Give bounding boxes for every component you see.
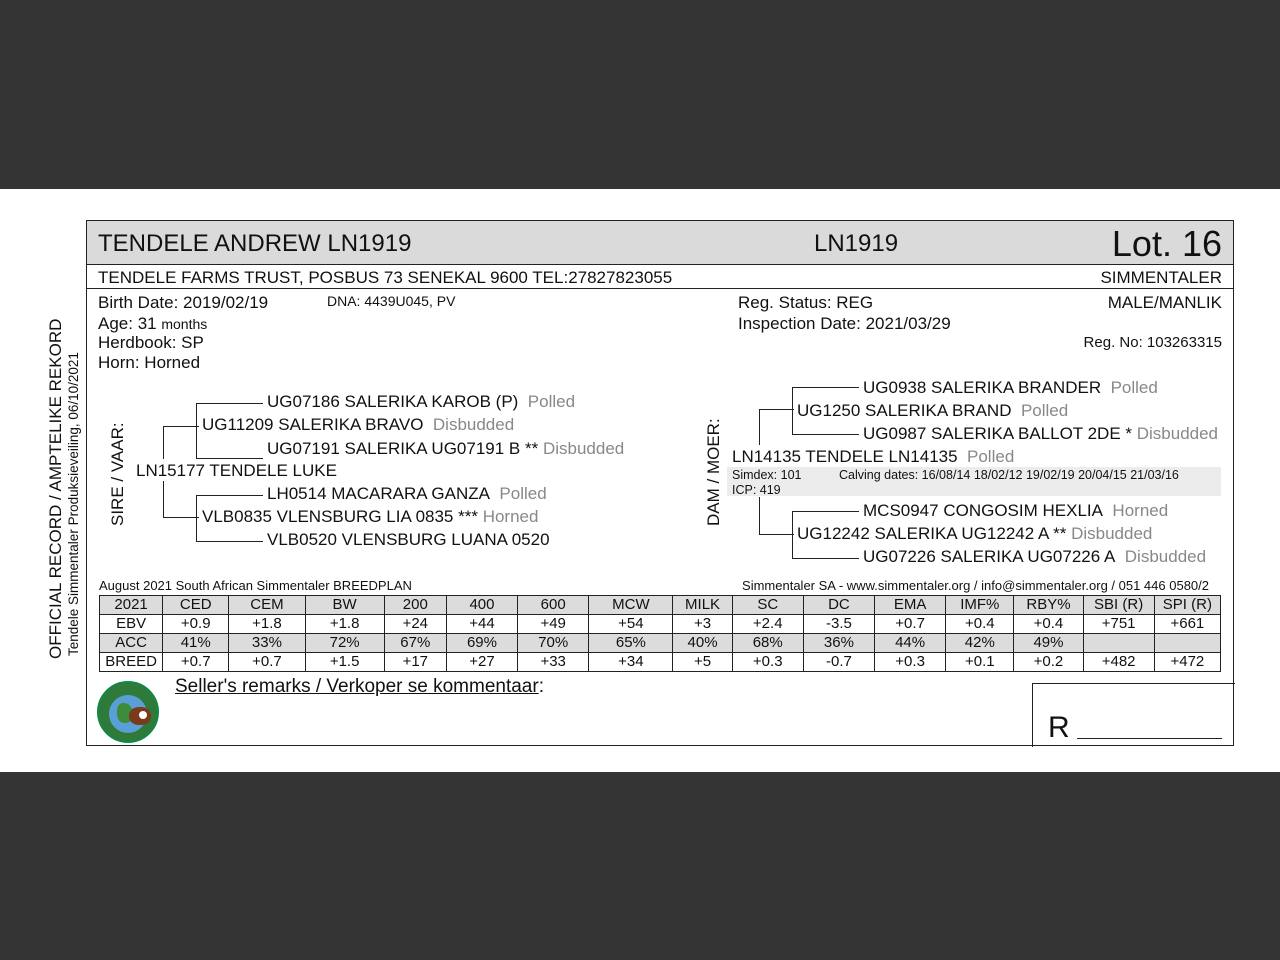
dam-sire-dam: UG0987 SALERIKA BALLOT 2DE * Disbudded	[863, 424, 1219, 443]
ebv-cell: 40%	[673, 634, 732, 653]
sire-sire-sire: UG07186 SALERIKA KAROB (P) Polled	[267, 392, 576, 411]
ebv-header-row	[100, 596, 1221, 615]
ebv-cell: +0.3	[732, 653, 803, 672]
ebv-header-cell: 600	[518, 596, 589, 615]
ebv-cell: +0.3	[875, 653, 946, 672]
sire-name: LN15177 TENDELE LUKE	[136, 461, 337, 480]
sire-sire-dam: UG07191 SALERIKA UG07191 B ** Disbudded	[267, 439, 625, 458]
ebv-header-cell: IMF%	[946, 596, 1014, 615]
owner-bar	[87, 265, 1233, 289]
birth-date: Birth Date: 2019/02/19	[98, 293, 269, 312]
ebv-cell: +0.9	[163, 615, 229, 634]
ebv-header-cell: 2021	[100, 596, 163, 615]
age-unit: months	[161, 316, 208, 332]
herdbook: Herdbook: SP	[98, 333, 204, 352]
reg-status: Reg. Status: REG	[738, 293, 874, 312]
ebv-cell: +2.4	[732, 615, 803, 634]
ebv-cell: BREED	[100, 653, 163, 672]
owner-details: TENDELE FARMS TRUST, POSBUS 73 SENEKAL 9600 TEL:27827823055	[98, 268, 673, 287]
ebv-cell: 49%	[1014, 634, 1083, 653]
official-record-label: OFFICIAL RECORD / AMPTELIKE REKORD	[46, 318, 65, 659]
ebv-header-cell: EMA	[875, 596, 946, 615]
ebv-cell: -3.5	[803, 615, 874, 634]
ebv-header-cell: DC	[803, 596, 874, 615]
ebv-cell: +1.5	[305, 653, 384, 672]
ebv-cell: +1.8	[305, 615, 384, 634]
sire-sire: UG11209 SALERIKA BRAVO Disbudded	[202, 415, 515, 434]
ebv-cell: +33	[518, 653, 589, 672]
ebv-cell: +44	[446, 615, 517, 634]
ebv-header-cell: 200	[384, 596, 446, 615]
ebv-cell: EBV	[100, 615, 163, 634]
ebv-header-cell: SBI (R)	[1083, 596, 1154, 615]
price-entry-line[interactable]	[1077, 738, 1222, 739]
dam-icp: ICP: 419	[732, 483, 781, 497]
breedplan-source: August 2021 South African Simmentaler BREEDPLAN	[99, 578, 412, 593]
ebv-cell: ACC	[100, 634, 163, 653]
lot-card	[86, 220, 1234, 746]
ebv-cell: +3	[673, 615, 732, 634]
ebv-cell: +0.7	[875, 615, 946, 634]
dam-dam-dam: UG07226 SALERIKA UG07226 A Disbudded	[863, 547, 1207, 566]
ebv-cell: +27	[446, 653, 517, 672]
ebv-cell: 69%	[446, 634, 517, 653]
sire-dam-dam: VLB0520 VLENSBURG LUANA 0520	[267, 530, 550, 549]
ebv-cell: +54	[589, 615, 673, 634]
pedigree-sheet	[0, 189, 1280, 772]
ebv-cell: +0.7	[229, 653, 305, 672]
ebv-cell: 67%	[384, 634, 446, 653]
ebv-cell: +482	[1083, 653, 1154, 672]
ebv-header-cell: SC	[732, 596, 803, 615]
dam-name: LN14135 TENDELE LN14135 Polled	[732, 447, 1015, 466]
horn-status: Horn: Horned	[98, 353, 201, 372]
sex: MALE/MANLIK	[1107, 293, 1222, 312]
dam-simdex: Simdex: 101	[732, 468, 802, 482]
ebv-cell: +34	[589, 653, 673, 672]
dam-dam: UG12242 SALERIKA UG12242 A ** Disbudded	[797, 524, 1153, 543]
ebv-cell: 42%	[946, 634, 1014, 653]
lot-number: Lot. 16	[1111, 223, 1222, 264]
ebv-cell	[1083, 634, 1154, 653]
ebv-header-cell: BW	[305, 596, 384, 615]
ebv-header-cell: 400	[446, 596, 517, 615]
price-prefix: R	[1048, 711, 1070, 744]
ebv-header-cell: MILK	[673, 596, 732, 615]
title-bar	[87, 221, 1233, 265]
ebv-header-cell: CEM	[229, 596, 305, 615]
ebv-cell: +661	[1154, 615, 1220, 634]
ebv-cell: 44%	[875, 634, 946, 653]
ebv-cell: +49	[518, 615, 589, 634]
sellers-remarks: Seller's remarks / Verkoper se kommentaar:	[175, 676, 544, 697]
ebv-cell: +1.8	[229, 615, 305, 634]
simmentaler-society-logo-icon	[97, 681, 159, 743]
ebv-cell: 36%	[803, 634, 874, 653]
animal-name: TENDELE ANDREW LN1919	[98, 230, 412, 257]
dam-sire-sire: UG0938 SALERIKA BRANDER Polled	[863, 378, 1158, 397]
auction-label: Tendele Simmentaler Produksieveiling, 06/10/2021	[66, 352, 81, 656]
sire-dam-sire: LH0514 MACARARA GANZA Polled	[267, 484, 547, 503]
ebv-row	[100, 653, 1221, 672]
dam-dam-sire: MCS0947 CONGOSIM HEXLIA Horned	[863, 501, 1169, 520]
dam-sire: UG1250 SALERIKA BRAND Polled	[797, 401, 1069, 420]
ebv-cell	[1154, 634, 1220, 653]
ebv-table	[99, 595, 1221, 672]
ebv-cell: +0.1	[946, 653, 1014, 672]
ebv-cell: 68%	[732, 634, 803, 653]
ebv-cell: +17	[384, 653, 446, 672]
dna-info: DNA: 4439U045, PV	[327, 293, 456, 309]
ebv-cell: -0.7	[803, 653, 874, 672]
ebv-cell: +5	[673, 653, 732, 672]
reg-number: Reg. No: 103263315	[1083, 334, 1222, 351]
ebv-cell: +24	[384, 615, 446, 634]
sire-label: SIRE / VAAR:	[108, 422, 127, 526]
ebv-cell: +0.4	[1014, 615, 1083, 634]
ebv-cell: +0.2	[1014, 653, 1083, 672]
ebv-row	[100, 634, 1221, 653]
inspection-date: Inspection Date: 2021/03/29	[738, 314, 951, 333]
ebv-header-cell: CED	[163, 596, 229, 615]
breed-label: SIMMENTALER	[1100, 268, 1222, 287]
animal-id: LN1919	[814, 230, 899, 257]
ebv-cell: +472	[1154, 653, 1220, 672]
ebv-cell: +0.7	[163, 653, 229, 672]
age	[98, 314, 207, 334]
ebv-header-cell: RBY%	[1014, 596, 1083, 615]
ebv-cell: +0.4	[946, 615, 1014, 634]
sellers-remarks-label: Seller's remarks / Verkoper se kommentaar	[175, 676, 539, 697]
age-value: Age: 31	[98, 314, 157, 333]
dam-label: DAM / MOER:	[704, 418, 723, 526]
ebv-row	[100, 615, 1221, 634]
ebv-header-cell: SPI (R)	[1154, 596, 1220, 615]
ebv-cell: 33%	[229, 634, 305, 653]
breedplan-contact: Simmentaler SA - www.simmentaler.org / info@simmentaler.org / 051 446 0580/2	[742, 578, 1209, 593]
ebv-header-cell: MCW	[589, 596, 673, 615]
ebv-cell: 70%	[518, 634, 589, 653]
ebv-cell: 41%	[163, 634, 229, 653]
ebv-cell: 72%	[305, 634, 384, 653]
sire-dam: VLB0835 VLENSBURG LIA 0835 *** Horned	[202, 507, 539, 526]
dam-calving-dates: Calving dates: 16/08/14 18/02/12 19/02/19 20/04/15 21/03/16	[839, 468, 1179, 482]
ebv-cell: 65%	[589, 634, 673, 653]
ebv-cell: +751	[1083, 615, 1154, 634]
